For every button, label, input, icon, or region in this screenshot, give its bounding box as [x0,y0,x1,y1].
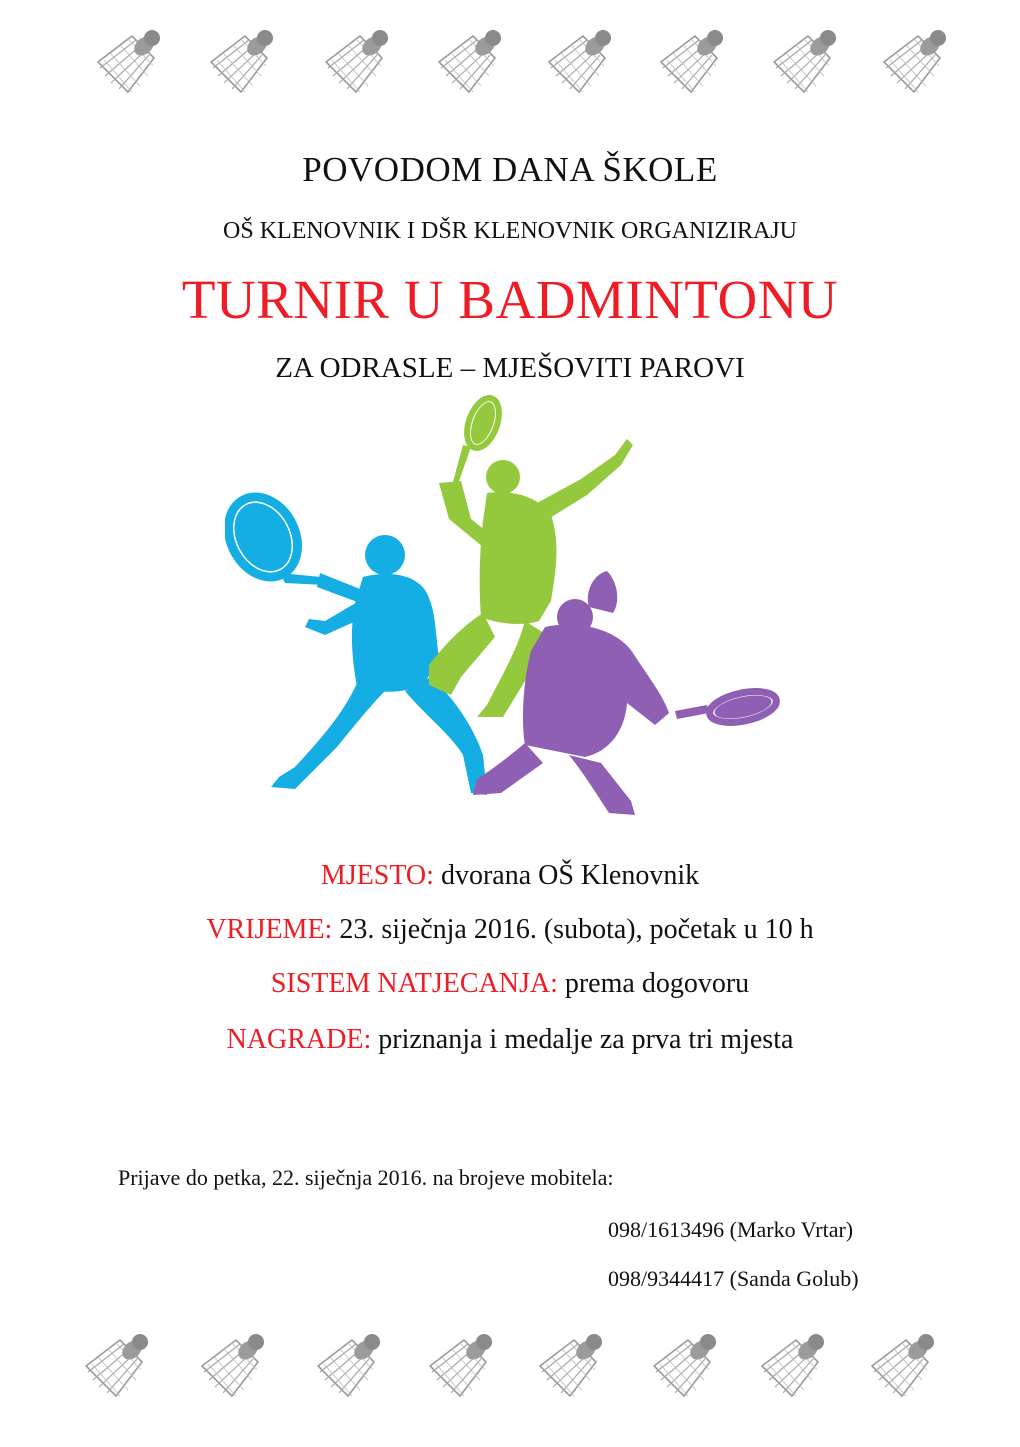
shuttlecock-icon [312,1322,392,1402]
shuttlecock-icon [768,18,848,98]
contact-phone: 098/9344417 (Sanda Golub) [608,1266,859,1291]
category-line: ZA ODRASLE – MJEŠOVITI PAROVI [275,352,745,384]
info-prizes-value: priznanja i medalje za prva tri mjesta [371,1024,794,1055]
page-title: TURNIR U BADMINTONU [181,269,839,330]
info-system-label: SISTEM NATJECANJA: [270,968,558,999]
bottom-shuttlecock-border [0,1322,1020,1412]
shuttlecock-icon [433,18,513,98]
event-occasion: POVODOM DANA ŠKOLE [302,150,718,189]
shuttlecock-icon [756,1322,836,1402]
shuttlecock-icon [196,1322,276,1402]
shuttlecock-icon [543,18,623,98]
shuttlecock-icon [866,1322,946,1402]
shuttlecock-icon [320,18,400,98]
info-prizes [0,1024,1020,1056]
info-system [0,968,1020,1000]
shuttlecock-icon [80,1322,160,1402]
shuttlecock-icon [648,1322,728,1402]
info-prizes-label: NAGRADE: [226,1024,372,1055]
top-shuttlecock-border [0,18,1020,108]
info-system-value: prema dogovoru [557,968,750,999]
shuttlecock-icon [534,1322,614,1402]
contact-phone: 098/1613496 (Marko Vrtar) [608,1217,854,1242]
organizers-line: OŠ KLENOVNIK I DŠR KLENOVNIK ORGANIZIRAJU [223,218,797,244]
info-place [0,860,1020,892]
shuttlecock-icon [205,18,285,98]
registration-text: Prijave do petka, 22. siječnja 2016. na brojeve mobitela: [118,1165,614,1190]
info-time-value: 23. siječnja 2016. (subota), početak u 10 h [332,914,814,945]
info-place-label: MJESTO: [320,860,434,891]
info-time [0,914,1020,946]
info-place-value: dvorana OŠ Klenovnik [433,860,700,891]
shuttlecock-icon [878,18,958,98]
shuttlecock-icon [92,18,172,98]
badminton-players-icon [225,395,795,825]
shuttlecock-icon [424,1322,504,1402]
shuttlecock-icon [655,18,735,98]
info-time-label: VRIJEME: [206,914,333,945]
blue-player-figure [225,485,487,795]
